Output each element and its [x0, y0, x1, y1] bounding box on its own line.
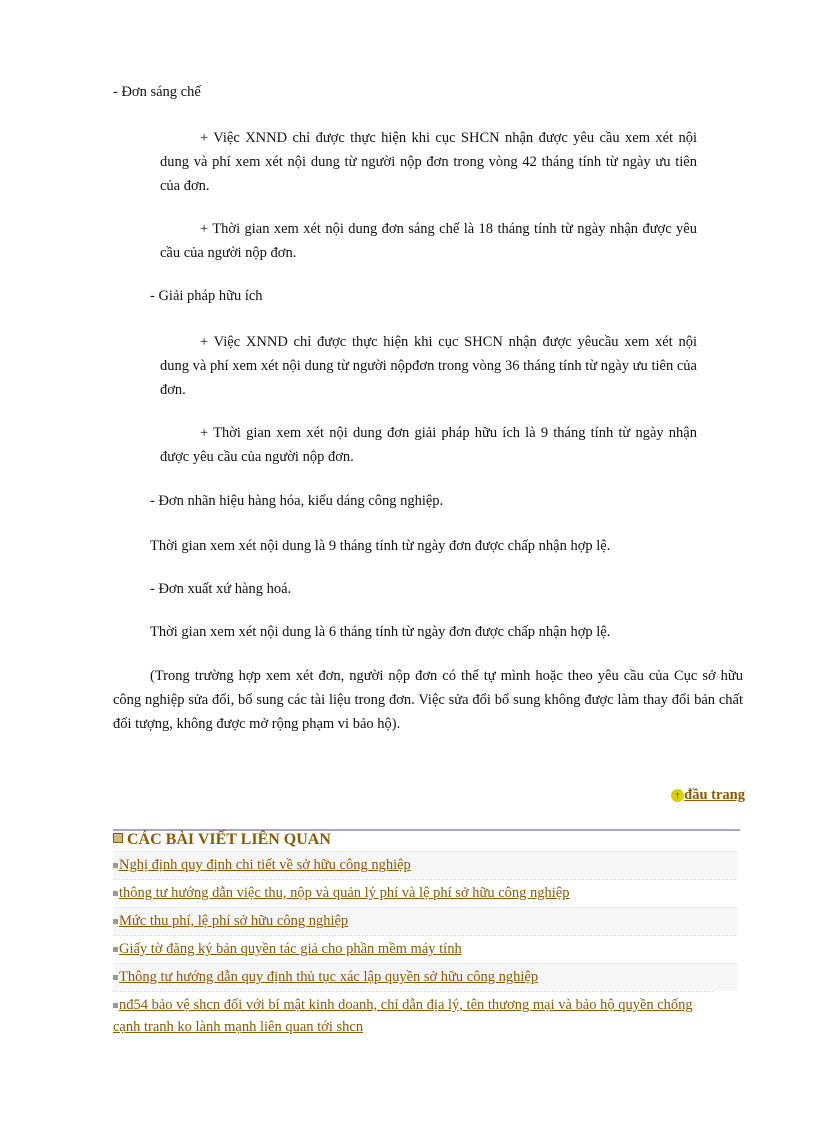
list-item[interactable] [113, 991, 713, 1038]
list-item[interactable] [113, 851, 738, 879]
heading-don-sang-che: - Đơn sáng chế [113, 84, 201, 100]
related-link[interactable]: Mức thu phí, lệ phí sở hữu công nghiệp [119, 913, 349, 929]
paragraph: + Việc XNND chỉ được thực hiện khi cục SHCN nhận được yêu cầu xem xét nội dung và phí xem xét nội dung từ người nộp đơn trong vòng 42 tháng tính từ ngày ưu tiên của đơn. [160, 130, 697, 194]
paragraph: + Thời gian xem xét nội dung đơn sáng chế là 18 tháng tính từ ngày nhận được yêu cầu của người nộp đơn. [160, 221, 697, 261]
heading-nhan-hieu: - Đơn nhãn hiệu hàng hóa, kiểu dáng công nghiệp. [150, 493, 444, 509]
bullet-icon [113, 891, 118, 896]
related-title-text: CÁC BÀI VIẾT LIÊN QUAN [127, 831, 331, 848]
back-to-top[interactable] [671, 787, 745, 804]
paragraph: Thời gian xem xét nội dung là 6 tháng tính từ ngày đơn được chấp nhận hợp lệ. [150, 624, 611, 640]
paragraph: Thời gian xem xét nội dung là 9 tháng tính từ ngày đơn được chấp nhận hợp lệ. [150, 538, 611, 554]
list-item[interactable] [113, 879, 738, 907]
related-link[interactable]: Nghị định quy định chi tiết về sở hữu công nghiệp [119, 857, 411, 873]
related-title [113, 831, 331, 849]
heading-xuat-xu: - Đơn xuất xứ hàng hoá. [150, 581, 292, 597]
paragraph: + Việc XNND chỉ được thực hiện khi cục SHCN nhận được yêucầu xem xét nội dung và phí xem xét nội dung từ người nộpđơn trong vòng 36 tháng tính từ ngày ưu tiên của đơn. [160, 334, 697, 398]
related-list [113, 851, 738, 1038]
related-link[interactable]: Thông tư hướng dẫn quy định thủ tục xác lập quyền sở hữu công nghiệp [119, 969, 539, 985]
list-item[interactable] [113, 963, 738, 991]
bullet-icon [113, 947, 118, 952]
related-link[interactable]: nđ54 bảo vệ shcn đối với bí mật kinh doanh, chỉ dẫn địa lý, tên thương mại và bảo hộ quyền chống cạnh tranh ko lành mạnh liên quan tới shcn [113, 997, 693, 1035]
heading-giai-phap: - Giải pháp hữu ích [150, 288, 263, 304]
related-link[interactable]: thông tư hướng dẫn việc thu, nộp và quản lý phí và lệ phí sở hữu công nghiệp [119, 885, 570, 901]
bullet-icon [113, 1003, 118, 1008]
bullet-icon [113, 975, 118, 980]
bullet-icon [113, 863, 118, 868]
back-to-top-link[interactable]: đầu trang [684, 787, 745, 803]
bullet-icon [113, 919, 118, 924]
list-item[interactable] [113, 907, 738, 935]
square-bullet-icon [113, 833, 123, 843]
related-link[interactable]: Giấy tờ đăng ký bản quyền tác giả cho phần mềm máy tính [119, 941, 462, 957]
paragraph: (Trong trường hợp xem xét đơn, người nộp đơn có thể tự mình hoặc theo yêu cầu của Cục sở hữu công nghiệp sửa đổi, bổ sung các tài liệu trong đơn. Việc sửa đổi bổ sung không được làm thay đổi bản chất đối tượng, không được mở rộng phạm vi bảo hộ). [113, 668, 743, 732]
list-item[interactable] [113, 935, 738, 963]
paragraph: + Thời gian xem xét nội dung đơn giải pháp hữu ích là 9 tháng tính từ ngày nhận được yêu cầu của người nộp đơn. [160, 425, 697, 465]
arrow-up-icon: ↑ [671, 789, 684, 802]
